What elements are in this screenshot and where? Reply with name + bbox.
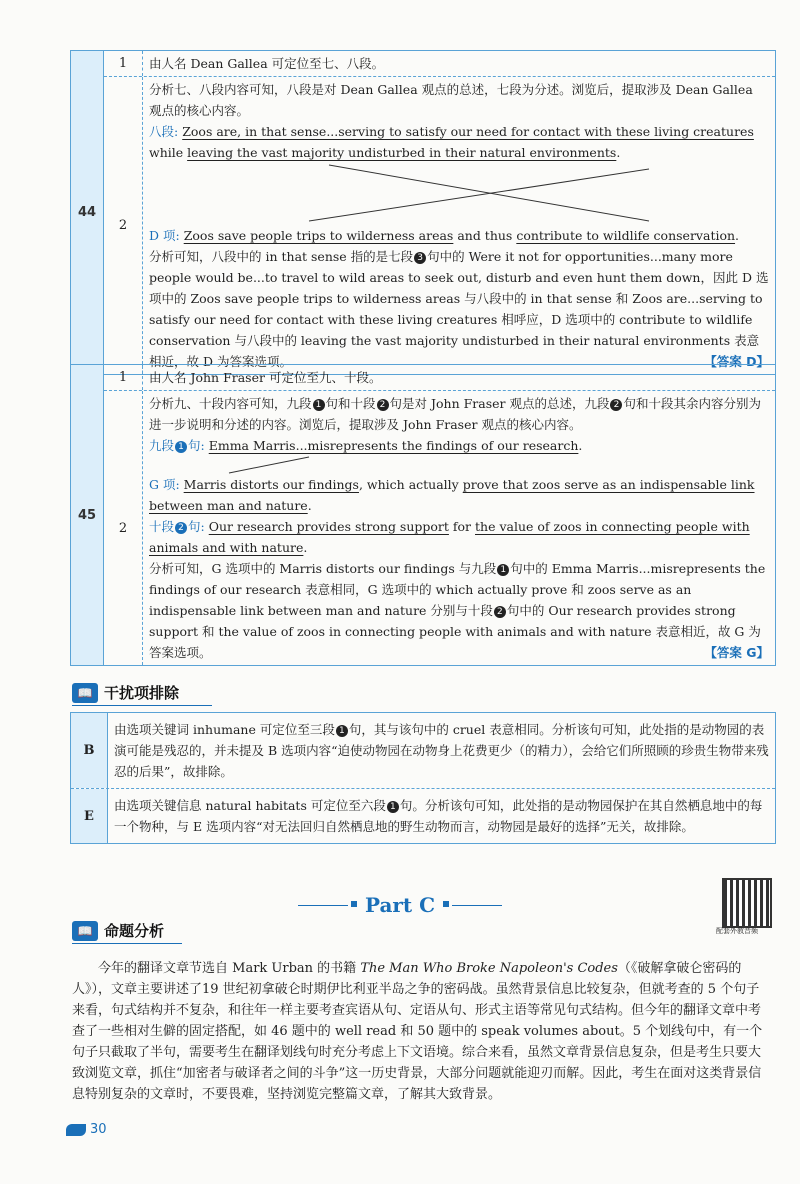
circled-number: 2 [610, 399, 622, 411]
section-underline [72, 705, 212, 706]
question-body [104, 51, 775, 374]
quote-segment: contribute to wildlife conservation [516, 228, 736, 243]
step-1-row [104, 51, 775, 76]
quote-segment: , which actually [358, 477, 463, 492]
intro-text: 句和十段 [325, 396, 376, 411]
step-text [143, 391, 775, 665]
cross-arrows-svg [149, 163, 769, 225]
step-2-row [104, 76, 775, 374]
decor-square [351, 901, 357, 907]
quote-segment: Zoos are, in that sense...serving to satisfy our need for contact with these living creatures [182, 124, 754, 139]
analysis-section-header [72, 920, 164, 941]
circled-number: 2 [377, 399, 389, 411]
quote-label: 十段 [149, 519, 175, 534]
question-45-table [70, 364, 776, 666]
quote-segment: Our research provides strong support [208, 519, 449, 534]
option-explanation [108, 713, 775, 788]
quote-segment: . [307, 498, 312, 513]
arrow-line [309, 169, 649, 221]
analysis-text: 分析可知，八段中的 in that sense 指的是七段 [149, 249, 414, 264]
step-intro: 分析七、八段内容可知，八段是对 Dean Gallea 观点的总述，七段为分述。浏览后，提取涉及 Dean Gallea 观点的核心内容。 [149, 82, 753, 118]
step-text [143, 77, 775, 374]
circled-number: 1 [313, 399, 325, 411]
question-row [71, 51, 775, 374]
part-title: Part C [364, 893, 436, 917]
step-number: 2 [104, 391, 143, 665]
quote-segment: Emma Marris...misrepresents the findings of our research [208, 438, 579, 453]
quote-segment: . [578, 438, 583, 453]
analysis-text: 分析可知，G 选项中的 Marris distorts our findings 与九段 [149, 561, 497, 576]
step-number: 1 [104, 51, 143, 76]
quote-segment: leaving the vast majority undisturbed in their natural environments [187, 145, 617, 160]
circled-number: 1 [336, 725, 348, 737]
quote-label: 八段: [149, 124, 179, 139]
book-title: The Man Who Broke Napoleon's Codes [360, 961, 618, 976]
step-1-row [104, 365, 775, 390]
intro-text: 句和十段其余内容分别为进一步说明和分述的内容。浏览后，提取涉及 John Fraser 观点的核心内容。 [149, 396, 761, 432]
quote-label: G 项: [149, 477, 180, 492]
intro-text: 句是对 John Fraser 观点的总述，九段 [389, 396, 610, 411]
decor-square [443, 901, 449, 907]
explanation-text: 由选项关键词 inhumane 可定位至三段 [114, 722, 335, 737]
explanation-text: 句。分析该句可知，此处指的是动物园保护在其自然栖息地中的每一个物种，与 E 选项内容“对无法回归自然栖息地的野生动物而言，动物园是最好的选择”无关，故排除。 [114, 798, 763, 834]
section-title: 命题分析 [104, 922, 165, 940]
analysis-paragraph [149, 246, 769, 372]
paragraph-10-quote [149, 516, 769, 558]
page-mark-icon [66, 1124, 86, 1136]
circled-number: 2 [494, 606, 506, 618]
circled-number: 1 [175, 441, 187, 453]
section-title: 干扰项排除 [104, 684, 180, 702]
book-icon: 📖 [72, 683, 98, 703]
step-text: 由人名 John Fraser 可定位至九、十段。 [149, 370, 382, 385]
circled-number: 3 [414, 252, 426, 264]
analysis-text: 句中的 Were it not for opportunities...many more people would be...to travel to wild areas to seek out, disturb and even hunt them down，因此 D 选项中的 Zoos save people trips to wilderness areas 与八段中的 in that sense 和 Zoos are...serving to satisfy our need for contact with these living creatures 相呼应，D 选项中的 contribute to wildlife conservation 与八段中的 leaving the vast majority undisturbed in their natural environments 表意相近，故 D 为答案选项。 [149, 249, 769, 369]
decor-line [452, 905, 502, 906]
step-number: 2 [104, 77, 143, 374]
answer-label: 【答案 D】 [704, 354, 769, 369]
analysis-paragraph [72, 958, 772, 1105]
paragraph-8-quote [149, 121, 769, 163]
arrow-line [229, 457, 309, 473]
explanation-text: 句，其与该句中的 cruel 表意相同。分析该句可知，此处指的是动物园的表演可能是残忍的，并未提及 B 选项内容“迫使动物园在动物身上花费更少（的精力），会给它们所照顾的珍贵生物带来残忍的后果”，故排除。 [114, 722, 769, 779]
step-number: 1 [104, 365, 143, 390]
qr-label: 配套外教音频 [716, 927, 758, 935]
analysis-text: 句中的 Emma Marris...misrepresents the findings of our research 表意相同，G 选项中的 which actually prove 和 zoos serve as an indispensable link between man and nature 分别与十段 [149, 561, 766, 618]
option-d-quote [149, 225, 769, 246]
distractor-section-header [72, 682, 179, 703]
quote-segment: Marris distorts our findings [183, 477, 359, 492]
step-intro [149, 393, 769, 435]
quote-label: 句: [188, 438, 205, 453]
distractor-table [70, 712, 776, 844]
answer-label: 【答案 G】 [704, 645, 769, 660]
quote-segment: the value of zoos in connecting people with animals and with nature [149, 519, 750, 555]
question-number: 45 [71, 365, 104, 665]
page-number [66, 1122, 107, 1137]
quote-segment: . [303, 540, 308, 555]
arrow-up-svg [149, 456, 769, 474]
qr-code-image [722, 878, 772, 928]
distractor-row-b [71, 713, 775, 788]
step-text: 由人名 Dean Gallea 可定位至七、八段。 [149, 56, 385, 71]
circled-number: 1 [497, 564, 509, 576]
question-number: 44 [71, 51, 104, 374]
analysis-paragraph [149, 558, 769, 663]
cross-arrows [149, 163, 769, 225]
section-underline [72, 943, 182, 944]
circled-number: 1 [387, 801, 399, 813]
quote-label: 九段 [149, 438, 175, 453]
quote-segment: for [448, 519, 475, 534]
explanation-text: 由选项关键信息 natural habitats 可定位至六段 [114, 798, 386, 813]
quote-segment: . [735, 228, 740, 243]
analysis-text: 今年的翻译文章节选自 Mark Urban 的书籍 [98, 961, 361, 976]
quote-label: 句: [188, 519, 205, 534]
quote-label: D 项: [149, 228, 180, 243]
arrow-up [149, 456, 769, 474]
paragraph-9-quote [149, 435, 769, 456]
question-body [104, 365, 775, 665]
question-44-table [70, 50, 776, 375]
option-g-quote [149, 474, 769, 516]
quote-segment: while [149, 145, 188, 160]
analysis-text: 句中的 Our research provides strong support 和 the value of zoos in connecting people with animals and with nature 表意相近，故 G 为答案选项。 [149, 603, 761, 660]
option-key: E [71, 789, 108, 843]
question-row [71, 365, 775, 665]
part-c-heading [0, 893, 800, 917]
intro-text: 分析九、十段内容可知，九段 [149, 396, 312, 411]
analysis-text: （《破解拿破仑密码的人》），文章主要讲述了19 世纪初拿破仑时期伊比利亚半岛之争的密码战。虽然背景信息比较复杂，但就考查的 5 个句子来看，句式结构并不复杂，和往年一样主要考查宾语从句、定语从句、形式主语等常见句式结构。但今年的翻译文章中考查了一些相对生僻的固定搭配，如 46 题中的 well read 和 50 题中的 speak volumes about。5 个划线句中，有一个句子只截取了半句，需要考生在翻译划线句时充分考虑上下文语境。综合来看，虽然文章背景信息复杂，但是考生只要大致浏览文章，抓住“加密者与破译者之间的斗争”这一历史背景，大部分问题就能迎刃而解。因此，考生在面对这类背景信息特别复杂的文章时，不要畏难，坚持浏览完整篇文章，了解其大致背景。 [72, 961, 763, 1102]
quote-segment: Zoos save people trips to wilderness areas [183, 228, 454, 243]
book-icon: 📖 [72, 921, 98, 941]
distractor-row-e [71, 788, 775, 843]
option-explanation [108, 789, 775, 843]
circled-number: 2 [175, 522, 187, 534]
page-number-text: 30 [90, 1122, 107, 1137]
option-key: B [71, 713, 108, 788]
quote-segment: . [616, 145, 621, 160]
step-2-row [104, 390, 775, 665]
quote-segment: prove that zoos serve as an indispensable link between man and nature [149, 477, 755, 513]
quote-segment: and thus [453, 228, 517, 243]
decor-line [298, 905, 348, 906]
